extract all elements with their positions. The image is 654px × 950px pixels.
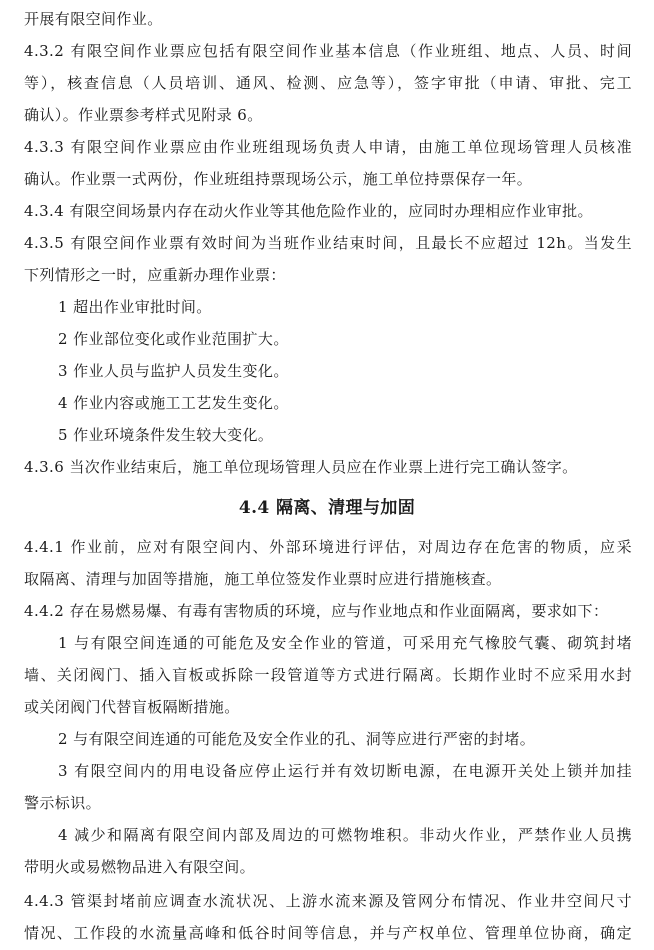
text-line: 取隔离、清理与加固等措施，施工单位签发作业票时应进行措施核查。 bbox=[24, 570, 502, 588]
list-item: 1 与有限空间连通的可能危及安全作业的管道，可采用充气橡胶气囊、砌筑封堵 bbox=[58, 634, 632, 652]
text-line: 情况、工作段的水流量高峰和低谷时间等信息，并与产权单位、管理单位协商，确定 bbox=[24, 924, 632, 942]
clause-4-3-6: 4.3.6 当次作业结束后，施工单位现场管理人员应在作业票上进行完工确认签字。 bbox=[24, 458, 578, 476]
list-item: 2 与有限空间连通的可能危及安全作业的孔、洞等应进行严密的封堵。 bbox=[58, 730, 536, 748]
clause-4-4-3: 4.4.3 管渠封堵前应调查水流状况、上游水流来源及管网分布情况、作业井空间尺寸 bbox=[24, 892, 632, 910]
section-heading: 4.4 隔离、清理与加固 bbox=[238, 498, 416, 518]
text-line: 确认）。作业票参考样式见附录 6。 bbox=[24, 106, 263, 124]
list-item: 4 作业内容或施工工艺发生变化。 bbox=[58, 394, 289, 412]
list-item: 3 作业人员与监护人员发生变化。 bbox=[58, 362, 289, 380]
clause-4-3-2: 4.3.2 有限空间作业票应包括有限空间作业基本信息（作业班组、地点、人员、时间 bbox=[24, 42, 632, 60]
clause-4-4-2: 4.4.2 存在易燃易爆、有毒有害物质的环境，应与作业地点和作业面隔离，要求如下： bbox=[24, 602, 609, 620]
text-line: 开展有限空间作业。 bbox=[24, 10, 163, 28]
list-item: 1 超出作业审批时间。 bbox=[58, 298, 212, 316]
list-item: 4 减少和隔离有限空间内部及周边的可燃物堆积。非动火作业，严禁作业人员携 bbox=[58, 826, 632, 844]
clause-4-3-4: 4.3.4 有限空间场景内存在动火作业等其他危险作业的，应同时办理相应作业审批。 bbox=[24, 202, 593, 220]
list-item: 2 作业部位变化或作业范围扩大。 bbox=[58, 330, 289, 348]
clause-4-4-1: 4.4.1 作业前，应对有限空间内、外部环境进行评估，对周边存在危害的物质，应采 bbox=[24, 538, 632, 556]
clause-4-3-3: 4.3.3 有限空间作业票应由作业班组现场负责人申请，由施工单位现场管理人员核准 bbox=[24, 138, 632, 156]
text-line: 警示标识。 bbox=[24, 794, 102, 812]
text-line: 下列情形之一时，应重新办理作业票： bbox=[24, 266, 286, 284]
list-item: 3 有限空间内的用电设备应停止运行并有效切断电源，在电源开关处上锁并加挂 bbox=[58, 762, 632, 780]
list-item: 5 作业环境条件发生较大变化。 bbox=[58, 426, 274, 444]
text-line: 确认。作业票一式两份，作业班组持票现场公示，施工单位持票保存一年。 bbox=[24, 170, 533, 188]
text-line: 或关闭阀门代替盲板隔断措施。 bbox=[24, 698, 240, 716]
text-line: 带明火或易燃物品进入有限空间。 bbox=[24, 858, 256, 876]
text-line: 等），核查信息（人员培训、通风、检测、应急等），签字审批（申请、审批、完工 bbox=[24, 74, 632, 92]
clause-4-3-5: 4.3.5 有限空间作业票有效时间为当班作业结束时间，且最长不应超过 12h。当发生 bbox=[24, 234, 632, 252]
text-line: 墙、关闭阀门、插入盲板或拆除一段管道等方式进行隔离。长期作业时不应采用水封 bbox=[24, 666, 632, 684]
